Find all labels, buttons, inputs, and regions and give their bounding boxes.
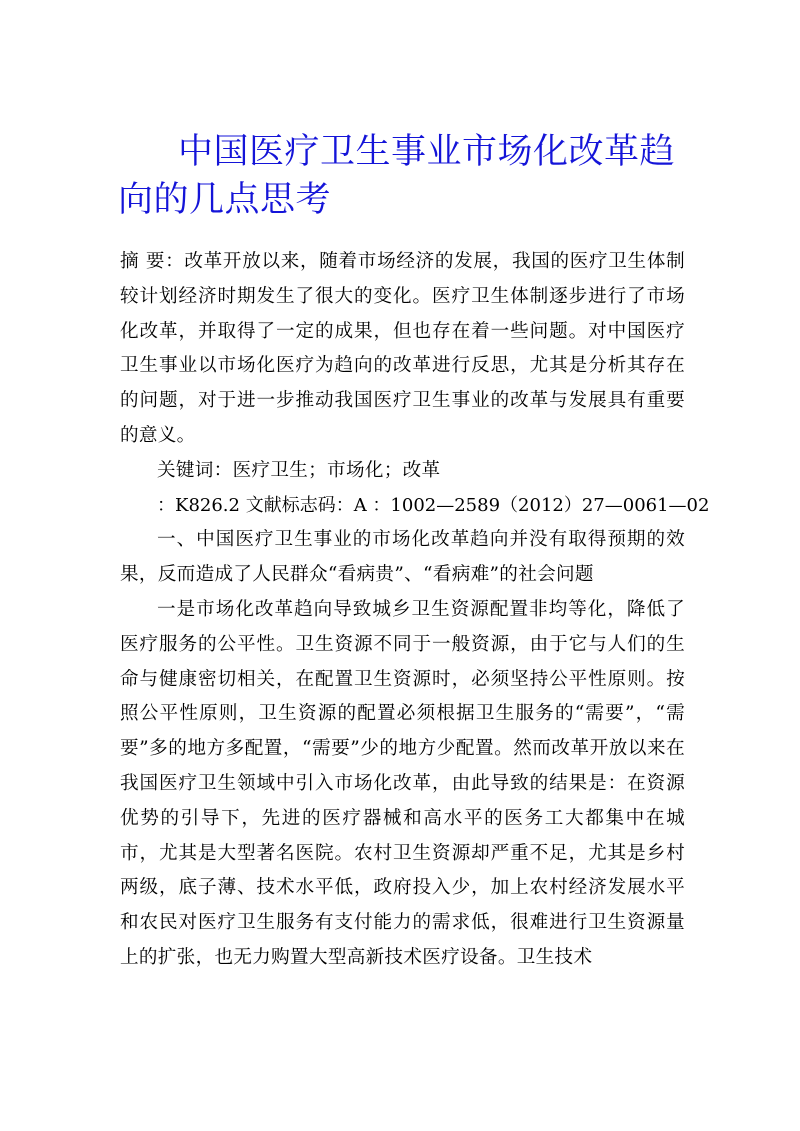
keywords-line: 关键词：医疗卫生；市场化；改革	[157, 459, 441, 481]
body-paragraph: 一是市场化改革趋向导致城乡卫生资源配置非均等化，降低了医疗服务的公平性。卫生资源不同于一般资源，由于它与人们的生命与健康密切相关，在配置卫生资源时，必须坚持公平性原则。按照公平性原则，卫生资源的配置必须根据卫生服务的“需要”，“需要”多的地方多配置，“需要”少的地方少配置。然而改革开放以来在我国医疗卫生领域中引入市场化改革，由此导致的结果是：在资源优势的引导下，先进的医疗器械和高水平的医务工大都集中在城市，尤其是大型著名医院。农村卫生资源却严重不足，尤其是乡村两级，底子薄、技术水平低，政府投入少，加上农村经济发展水平和农民对医疗卫生服务有支付能力的需求低，很难进行卫生资源量上的扩张，也无力购置大型高新技术医疗设备。卫生技术	[120, 598, 685, 968]
classification-line: ：K826.2 文献标志码：A ：1002—2589（2012）27—0061—02	[157, 494, 710, 516]
document-body	[120, 245, 710, 976]
section-heading: 一、中国医疗卫生事业的市场化改革趋向并没有取得预期的效果，反而造成了人民群众“看病贵”、“看病难”的社会问题	[120, 529, 685, 586]
abstract-paragraph: 摘 要：改革开放以来，随着市场经济的发展，我国的医疗卫生体制较计划经济时期发生了很大的变化。医疗卫生体制逐步进行了市场化改革，并取得了一定的成果，但也存在着一些问题。对中国医疗卫生事业以市场化医疗为趋向的改革进行反思，尤其是分析其存在的问题，对于进一步推动我国医疗卫生事业的改革与发展具有重要的意义。	[120, 251, 685, 446]
document-title: 中国医疗卫生事业市场化改革趋向的几点思考	[118, 132, 676, 220]
